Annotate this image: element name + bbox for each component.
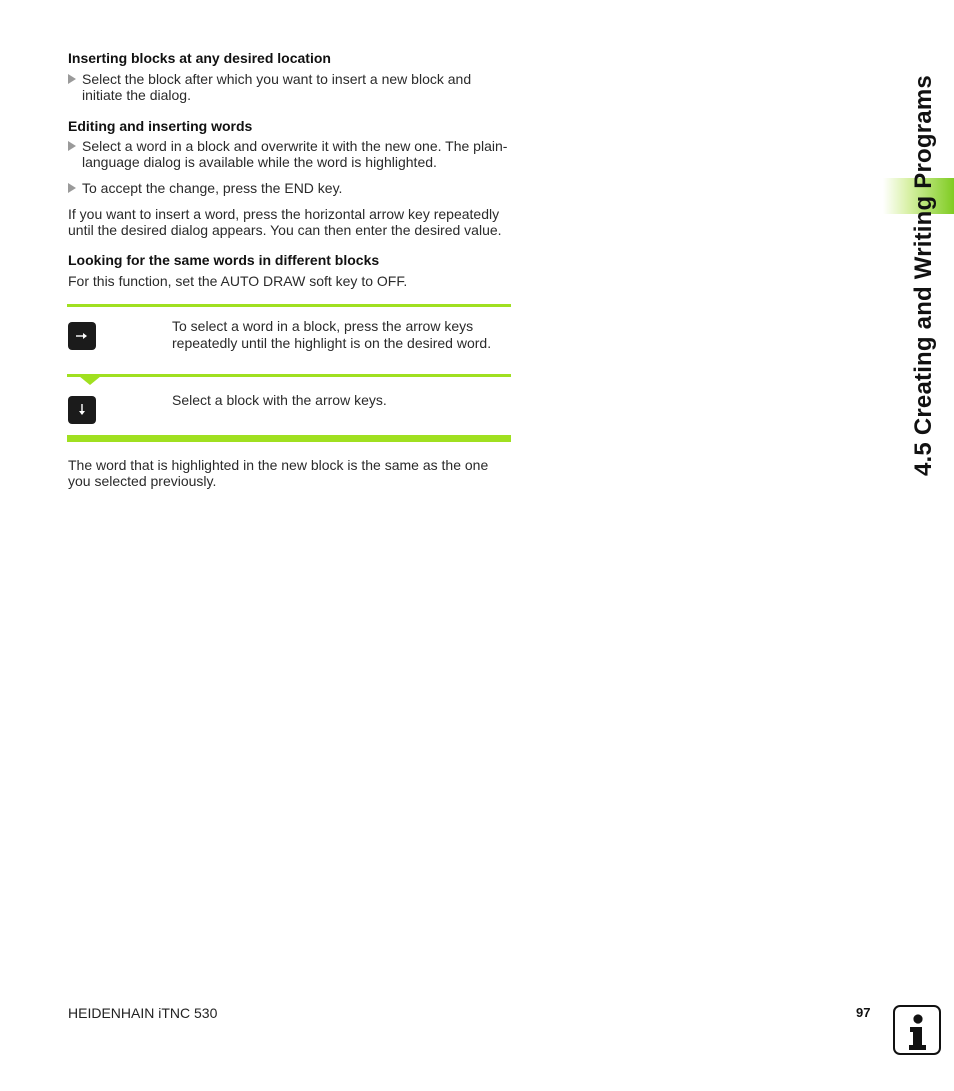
bullet-icon: [68, 74, 76, 84]
paragraph-auto-draw: For this function, set the AUTO DRAW soft key to OFF.: [68, 273, 408, 289]
row1-text-line1: To select a word in a block, press the arrow keys: [172, 318, 474, 334]
divider-pointer-icon: [79, 376, 101, 386]
row1-text-line2: repeatedly until the highlight is on the desired word.: [172, 335, 492, 351]
step-select-word-line1: Select a word in a block and overwrite it with the new one. The plain-: [82, 138, 508, 154]
bullet-icon: [68, 141, 76, 151]
arrow-down-key-icon: [68, 396, 96, 424]
info-icon: [893, 1005, 941, 1055]
table-row-divider: [67, 374, 511, 377]
page-number: 97: [856, 1005, 871, 1020]
heading-same-words: Looking for the same words in different blocks: [68, 252, 380, 268]
arrow-right-key-icon: [68, 322, 96, 350]
step-accept-change: To accept the change, press the END key.: [82, 180, 343, 196]
bullet-icon: [68, 183, 76, 193]
footer-product: HEIDENHAIN iTNC 530: [68, 1005, 218, 1021]
step-select-word-line2: language dialog is available while the word is highlighted.: [82, 154, 437, 170]
paragraph-highlight-line2: you selected previously.: [68, 473, 217, 489]
table-bottom-rule: [67, 435, 511, 442]
paragraph-highlight-line1: The word that is highlighted in the new block is the same as the one: [68, 457, 489, 473]
row2-text: Select a block with the arrow keys.: [172, 392, 387, 408]
step-select-block-line1: Select the block after which you want to insert a new block and: [82, 71, 472, 87]
chapter-title: 4.5 Creating and Writing Programs: [910, 75, 937, 476]
heading-editing-words: Editing and inserting words: [68, 118, 253, 134]
paragraph-insert-word-line2: until the desired dialog appears. You can then enter the desired value.: [68, 222, 502, 238]
heading-inserting-blocks: Inserting blocks at any desired location: [68, 50, 331, 66]
step-select-block-line2: initiate the dialog.: [82, 87, 191, 103]
paragraph-insert-word-line1: If you want to insert a word, press the horizontal arrow key repeatedly: [68, 206, 500, 222]
table-top-rule: [67, 304, 511, 307]
